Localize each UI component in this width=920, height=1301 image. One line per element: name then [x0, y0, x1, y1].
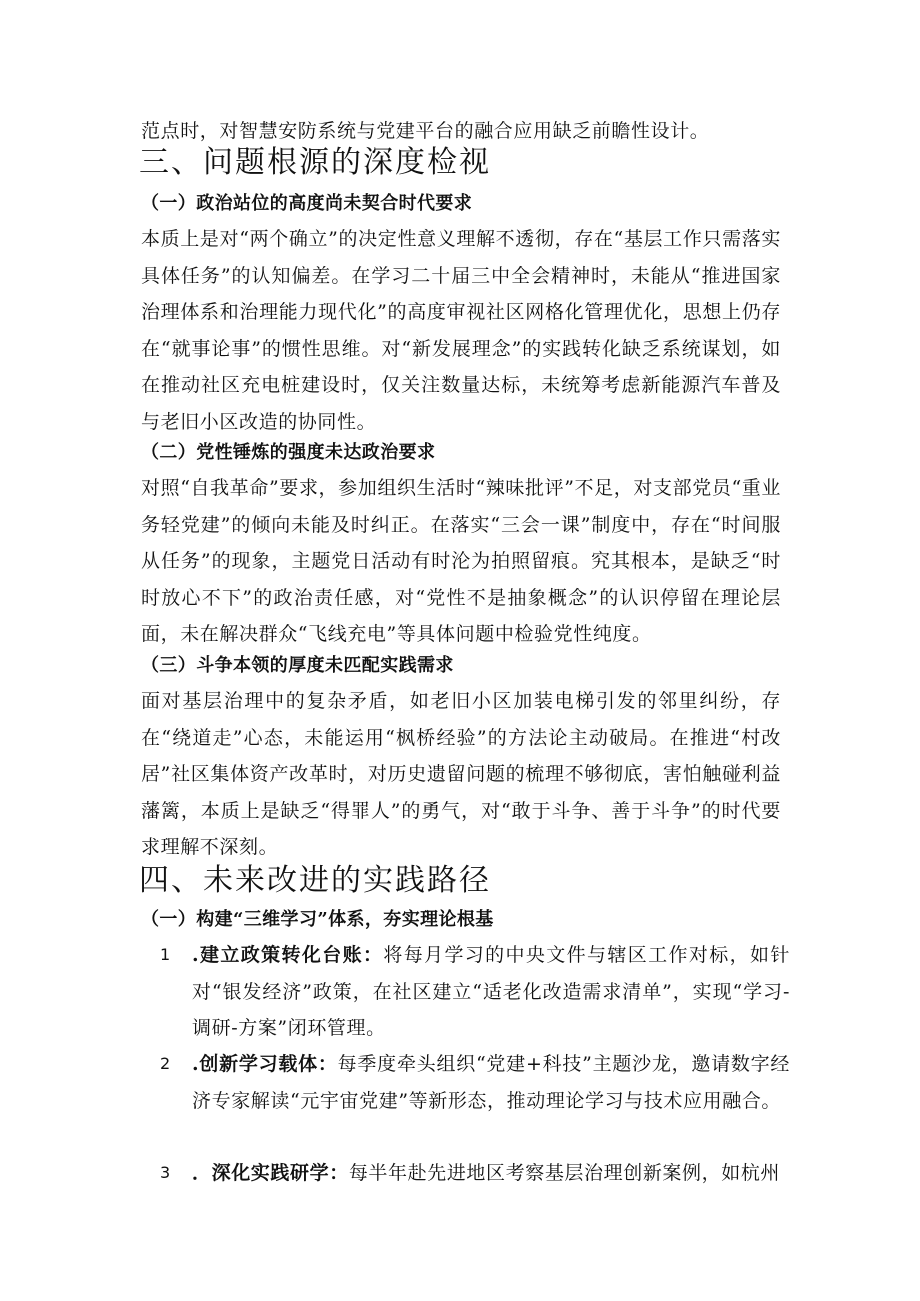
section-3-subheading-2: （二）党性锤炼的强度未达政治要求: [141, 442, 436, 463]
list-item: [160, 1155, 790, 1192]
list-item-number: 1: [160, 945, 171, 964]
list-item-body: [192, 937, 790, 1047]
list-item: [160, 1046, 790, 1119]
section-3-subheading-1: （一）政治站位的高度尚未契合时代要求: [141, 193, 473, 214]
list-item-lead: ．深化实践研学：: [192, 1162, 349, 1184]
section-3-paragraph-1: 本质上是对“两个确立”的决定性意义理解不透彻，存在“基层工作只需落实具体任务”的认知偏差。在学习二十届三中全会精神时，未能从“推进国家治理体系和治理能力现代化”的高度审视社区网格化管理优化，思想上仍存在“就事论事”的惯性思维。对“新发展理念”的实践转化缺乏系统谋划，如在推动社区充电桩建设时，仅关注数量达标，未统筹考虑新能源汽车普及与老旧小区改造的协同性。: [141, 228, 781, 433]
list-item-body: [192, 1046, 790, 1119]
list-item-text: 每季度牵头组织“党建+科技”主题沙龙，邀请数字经济专家解读“元宇宙党建”等新形态，推动理论学习与技术应用融合。: [192, 1053, 791, 1112]
section-3-heading: 三、问题根源的深度检视: [139, 145, 491, 180]
list-item-body: [192, 1155, 790, 1192]
list-item: [160, 937, 790, 1047]
section-3-paragraph-3: 面对基层治理中的复杂矛盾，如老旧小区加装电梯引发的邻里纠纷，存在“绕道走”心态，未能运用“枫桥经验”的方法论主动破局。在推进“村改居”社区集体资产改革时，对历史遗留问题的梳理不够彻底，害怕触碰利益藩篱，本质上是缺乏“得罪人”的勇气，对“敢于斗争、善于斗争”的时代要求理解不深刻。: [141, 690, 781, 859]
section-3-paragraph-2: 对照“自我革命”要求，参加组织生活时“辣味批评”不足，对支部党员“重业务轻党建”的倾向未能及时纠正。在落实“三会一课”制度中，存在“时间服从任务”的现象，主题党日活动有时沦为拍照留痕。究其根本，是缺乏“时时放心不下”的政治责任感，对“党性不是抽象概念”的认识停留在理论层面，未在解决群众“飞线充电”等具体问题中检验党性纯度。: [141, 477, 781, 646]
list-item-number: 2: [160, 1054, 171, 1073]
section-4-subheading-1: （一）构建“三维学习”体系，夯实理论根基: [141, 909, 494, 930]
intro-paragraph: 范点时，对智慧安防系统与党建平台的融合应用缺乏前瞻性设计。: [141, 120, 710, 142]
list-item-lead: .创新学习载体：: [192, 1053, 338, 1075]
section-4-heading: 四、未来改进的实践路径: [139, 863, 491, 898]
list-item-text: 每半年赴先进地区考察基层治理创新案例，如杭州: [348, 1162, 781, 1184]
list-item-text: 将每月学习的中央文件与辖区工作对标，如针对“银发经济”政策，在社区建立“适老化改造需求清单”，实现“学习-调研-方案”闭环管理。: [192, 944, 790, 1040]
list-item-lead: .建立政策转化台账：: [192, 944, 384, 966]
section-3-subheading-3: （三）斗争本领的厚度未匹配实践需求: [141, 655, 454, 676]
list-item-number: 3: [160, 1163, 171, 1182]
